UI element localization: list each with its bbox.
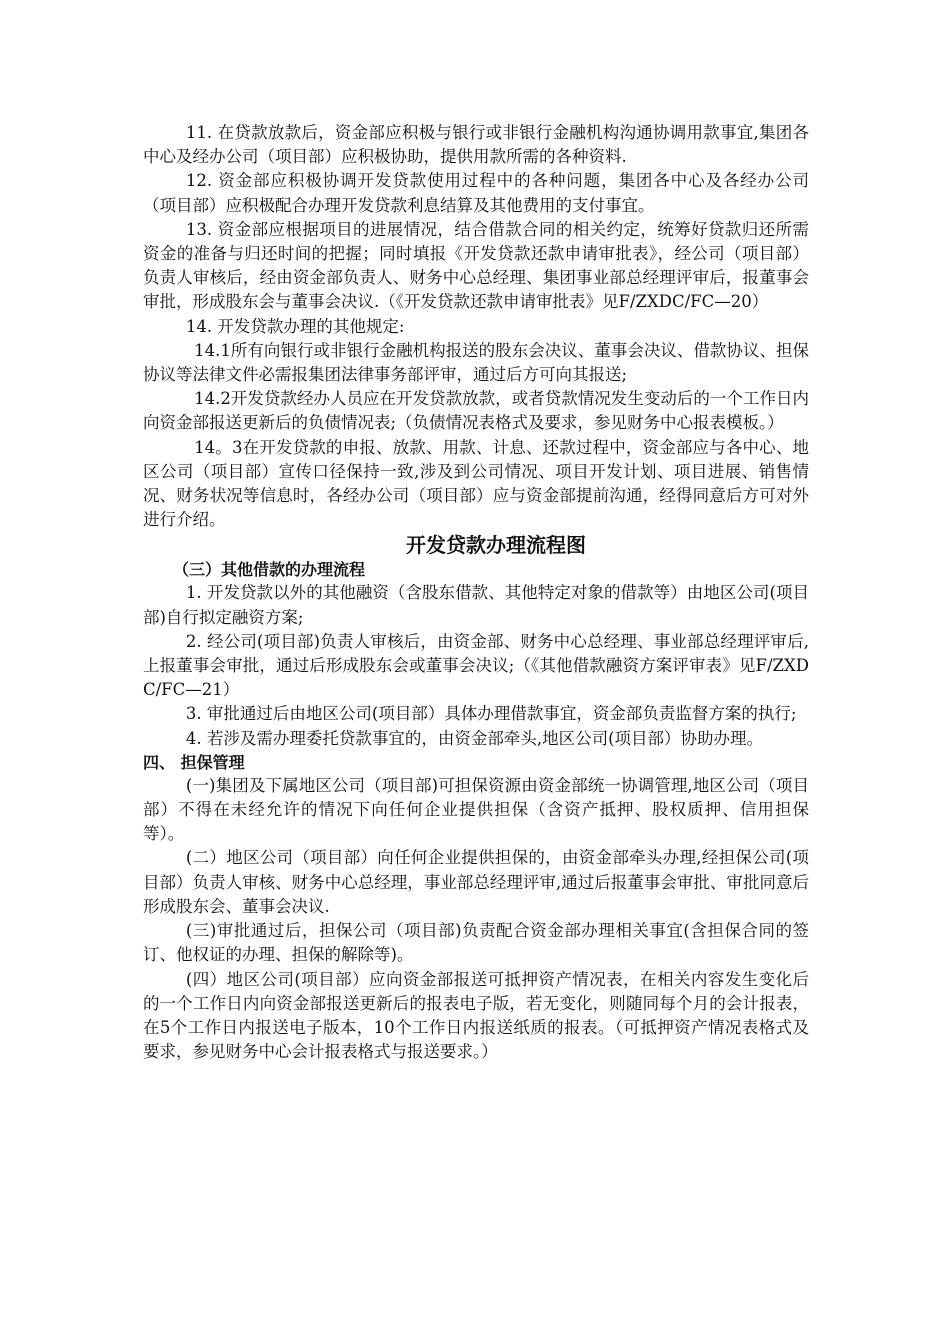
guarantee-item-4: (四）地区公司(项目部）应向资金部报送可抵押资产情况表，在相关内容发生变化后的一个工作日内向资金部报送更新后的报表电子版，若无变化，则随同每个月的会计报表，在5个工作日内报送电子版本，10个工作日内报送纸质的报表。（可抵押资产情况表格式及要求，参见财务中心会计报表格式与报送要求。） <box>143 969 809 1062</box>
section-heading-guarantee: 四、 担保管理 <box>143 752 245 772</box>
paragraph-item-14-1: 14.1所有向银行或非银行金融机构报送的股东会决议、董事会决议、借款协议、担保协议等法律文件必需报集团法律事务部评审，通过后方可向其报送; <box>143 340 809 385</box>
section-heading-other-loans: （三）其他借款的办理流程 <box>173 560 366 580</box>
flowchart-title: 开发贷款办理流程图 <box>406 533 586 558</box>
other-loans-item-1: 1. 开发贷款以外的其他融资（含股东借款、其他特定对象的借款等）由地区公司(项目部)自行拟定融资方案; <box>143 583 809 627</box>
other-loans-item-4: 4. 若涉及需办理委托贷款事宜的，由资金部牵头,地区公司(项目部）协助办理。 <box>185 728 764 748</box>
paragraph-item-13: 13. 资金部应根据项目的进展情况，结合借款合同的相关约定，统筹好贷款归还所需资金的准备与归还时间的把握；同时填报《开发贷款还款申请审批表》，经公司（项目部）负责人审核后，经由资金部负责人、财务中心总经理、集团事业部总经理评审后，报董事会审批，形成股东会与董事会决议.（《开发贷款还款申请审批表》见F/ZXDC/FC—20） <box>143 219 809 312</box>
other-loans-item-2: 2. 经公司(项目部)负责人审核后，由资金部、财务中心总经理、事业部总经理评审后,上报董事会审批，通过后形成股东会或董事会决议;（《其他借款融资方案评审表》见F/ZXDC/FC—21） <box>143 631 809 700</box>
guarantee-item-3: (三)审批通过后，担保公司（项目部)负责配合资金部办理相关事宜(含担保合同的签订、他权证的办理、担保的解除等)。 <box>143 921 809 965</box>
paragraph-item-12: 12. 资金部应积极协调开发贷款使用过程中的各种问题，集团各中心及各经办公司（项目部）应积极配合办理开发贷款利息结算及其他费用的支付事宜。 <box>143 171 809 215</box>
paragraph-item-11: 11. 在贷款放款后，资金部应积极与银行或非银行金融机构沟通协调用款事宜,集团各中心及经办公司（项目部）应积极协助，提供用款所需的各种资料. <box>143 123 809 167</box>
other-loans-item-3: 3. 审批通过后由地区公司(项目部）具体办理借款事宜，资金部负责监督方案的执行; <box>185 704 797 724</box>
paragraph-item-14: 14. 开发贷款办理的其他规定: <box>185 316 405 336</box>
paragraph-item-14-2: 14.2开发贷款经办人员应在开发贷款放款，或者贷款情况发生变动后的一个工作日内向资金部报送更新后的负债情况表;（负债情况表格式及要求，参见财务中心报表模板。） <box>143 389 809 433</box>
guarantee-item-2: (二）地区公司（项目部）向任何企业提供担保的，由资金部牵头办理,经担保公司(项目部）负责人审核、财务中心总经理，事业部总经理评审,通过后报董事会审批、审批同意后形成股东会、董事会决议. <box>143 848 809 916</box>
guarantee-item-1: (一)集团及下属地区公司（项目部)可担保资源由资金部统一协调管理,地区公司（项目部）不得在未经允许的情况下向任何企业提供担保（含资产抵押、股权质押、信用担保等）。 <box>143 775 809 844</box>
paragraph-item-14-3: 14。3在开发贷款的申报、放款、用款、计息、还款过程中，资金部应与各中心、地区公司（项目部）宣传口径保持一致,涉及到公司情况、项目开发计划、项目进展、销售情况、财务状况等信息时，各经办公司（项目部）应与资金部提前沟通，经得同意后方可对外进行介绍。 <box>143 437 809 530</box>
document-page <box>143 121 809 1064</box>
